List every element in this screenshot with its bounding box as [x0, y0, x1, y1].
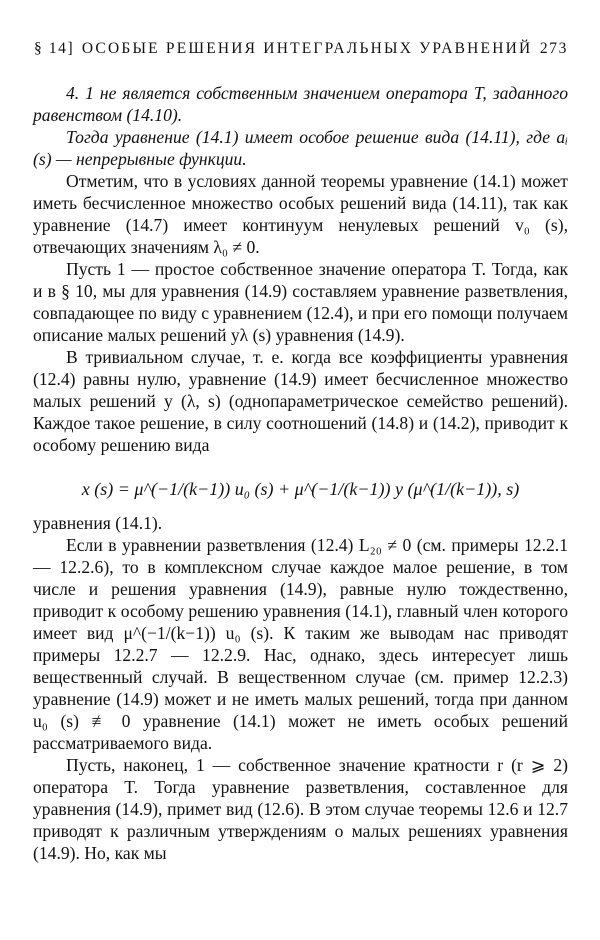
page-number: 273 — [539, 40, 568, 57]
paragraph-6: уравнения (14.1). — [33, 513, 163, 533]
paragraph-7: Если в уравнении разветвления (12.4) L₂₀ ≠ 0 (см. примеры 12.2.1 — 12.2.6), то в комплексном случае каждое малое решение, в том числе и решения уравнения (14.9), равные нулю тождественно, приводит к особому решению уравнения (14.1), главный член которого имеет вид μ^(−1/(k−1)) u₀ (s). К таким же выводам нас приводят примеры 12.2.7 — 12.2.9. Нас, однако, здесь интересует лишь вещественный случай. В вещественном случае (см. пример 12.2.3) уравнение (14.9) может и не иметь малых решений, тогда при данном u₀ (s) ≢ 0 уравнение (14.1) может не иметь особых решений рассматриваемого вида. — [33, 535, 568, 753]
paragraph-5: В тривиальном случае, т. е. когда все коэффициенты уравнения (12.4) равны нулю, уравнение (14.9) имеет бесчисленное множество малых решений y (λ, s) (однопараметрическое семейство решений). Каждое такое решение, в силу соотношений (14.8) и (14.2), приводит к особому решению вида — [33, 347, 568, 455]
paragraph-4: Пусть 1 — простое собственное значение оператора T. Тогда, как и в § 10, мы для уравнения (14.9) составляем уравнение разветвления, совпадающее по виду с уравнением (12.4), и при его помощи получаем описание малых решений yλ (s) уравнения (14.9). — [33, 259, 568, 345]
running-title: ОСОБЫЕ РЕШЕНИЯ ИНТЕГРАЛЬНЫХ УРАВНЕНИЙ — [81, 40, 533, 57]
section-marker: § 14] — [34, 40, 75, 57]
page-body — [33, 82, 568, 864]
paragraph-8: Пусть, наконец, 1 — собственное значение кратности r (r ⩾ 2) оператора T. Тогда уравнение разветвления, составленное для уравнения (14.9), примет вид (12.6). В этом случае теоремы 12.6 и 12.7 приводят к различным утверждениям о малых решениях уравнения (14.9). Но, как мы — [33, 755, 568, 863]
display-formula: x (s) = μ^(−1/(k−1)) u₀ (s) + μ^(−1/(k−1)) y (μ^(1/(k−1)), s) — [81, 479, 520, 499]
running-header — [34, 40, 568, 58]
paragraph-3: Отметим, что в условиях данной теоремы уравнение (14.1) может иметь бесчисленное множество особых решений вида (14.11), так как уравнение (14.7) имеет континуум ненулевых решений v₀ (s), отвечающих значениям λ₀ ≠ 0. — [33, 171, 568, 257]
paragraph-1: 4. 1 не является собственным значением оператора T, заданного равенством (14.10). — [33, 83, 568, 125]
paragraph-2: Тогда уравнение (14.1) имеет особое решение вида (14.11), где aᵢ (s) — непрерывные функции. — [33, 127, 568, 169]
